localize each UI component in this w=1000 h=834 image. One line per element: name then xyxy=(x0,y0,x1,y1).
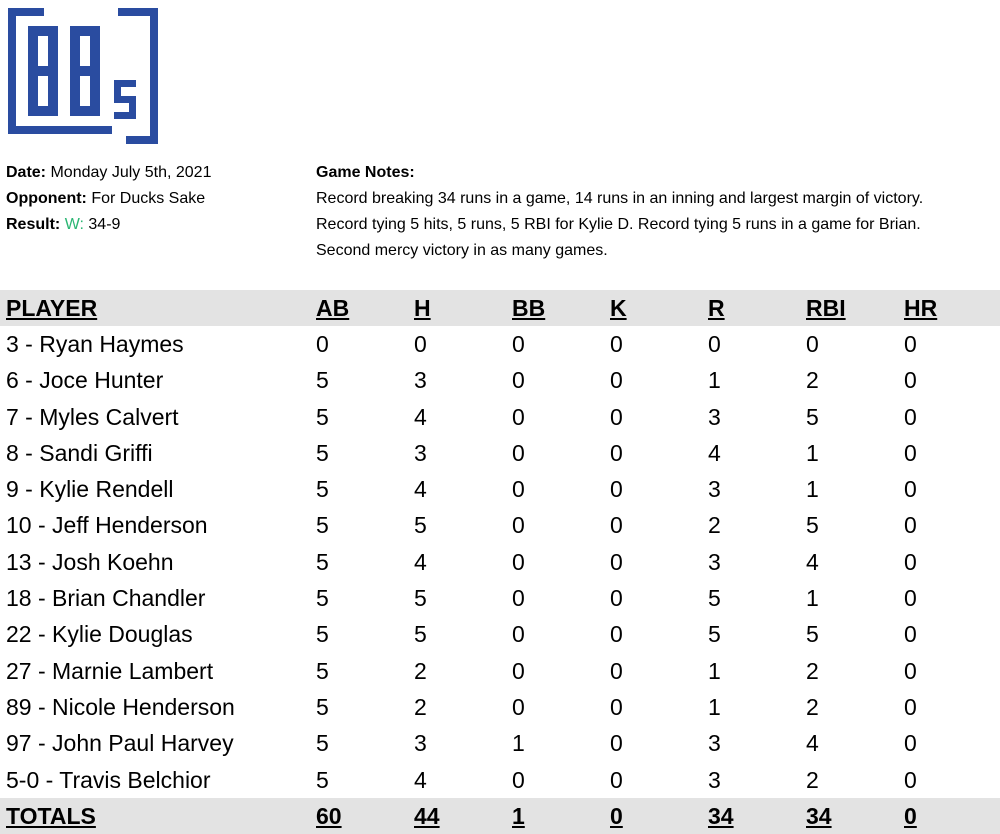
r-cell: 1 xyxy=(708,693,721,720)
hr-cell: 0 xyxy=(904,766,917,793)
ab-cell: 5 xyxy=(316,693,329,720)
ab-cell: 5 xyxy=(316,621,329,648)
header-ab: AB xyxy=(310,290,408,326)
rbi-cell: 4 xyxy=(806,730,819,757)
hr-cell: 0 xyxy=(904,693,917,720)
ab-cell: 5 xyxy=(316,367,329,394)
rbi-cell: 1 xyxy=(806,585,819,612)
bb-cell: 1 xyxy=(512,730,525,757)
rbi-cell: 5 xyxy=(806,621,819,648)
team-logo xyxy=(6,6,161,146)
hr-cell: 0 xyxy=(904,548,917,575)
bb-cell: 0 xyxy=(512,766,525,793)
h-cell: 0 xyxy=(414,330,427,357)
h-cell: 5 xyxy=(414,512,427,539)
game-note-line: Record breaking 34 runs in a game, 14 runs in an inning and largest margin of victory. xyxy=(316,190,924,207)
date-value: Monday July 5th, 2021 xyxy=(50,164,212,181)
rbi-cell: 5 xyxy=(806,512,819,539)
r-cell: 3 xyxy=(708,476,721,503)
player-name: 18 - Brian Chandler xyxy=(6,585,206,612)
rbi-cell: 5 xyxy=(806,403,819,430)
table-row xyxy=(0,617,1000,653)
bb-cell: 0 xyxy=(512,330,525,357)
table-row xyxy=(0,653,1000,689)
rbi-cell: 2 xyxy=(806,693,819,720)
h-cell: 2 xyxy=(414,693,427,720)
table-row xyxy=(0,399,1000,435)
k-cell: 0 xyxy=(610,512,623,539)
game-info xyxy=(6,160,211,238)
opponent-line xyxy=(6,186,211,212)
player-name: 9 - Kylie Rendell xyxy=(6,476,174,503)
bb-cell: 0 xyxy=(512,657,525,684)
table-row xyxy=(0,762,1000,798)
bb-cell: 0 xyxy=(512,367,525,394)
ab-cell: 5 xyxy=(316,403,329,430)
table-row xyxy=(0,580,1000,616)
h-cell: 4 xyxy=(414,476,427,503)
k-cell: 0 xyxy=(610,766,623,793)
hr-cell: 0 xyxy=(904,403,917,430)
hr-cell: 0 xyxy=(904,439,917,466)
h-cell: 3 xyxy=(414,730,427,757)
result-line xyxy=(6,212,211,238)
r-cell: 2 xyxy=(708,512,721,539)
game-note-line: Second mercy victory in as many games. xyxy=(316,242,608,259)
player-name: 97 - John Paul Harvey xyxy=(6,730,234,757)
r-cell: 3 xyxy=(708,548,721,575)
table-row xyxy=(0,508,1000,544)
result-outcome: W: xyxy=(64,216,84,233)
bb-cell: 0 xyxy=(512,512,525,539)
r-cell: 5 xyxy=(708,585,721,612)
totals-row xyxy=(0,798,1000,834)
r-cell: 1 xyxy=(708,657,721,684)
totals-bb: 1 xyxy=(506,798,604,834)
table-row xyxy=(0,726,1000,762)
ab-cell: 5 xyxy=(316,512,329,539)
table-row xyxy=(0,471,1000,507)
h-cell: 2 xyxy=(414,657,427,684)
player-name: 5-0 - Travis Belchior xyxy=(6,766,211,793)
bb-cell: 0 xyxy=(512,476,525,503)
ab-cell: 5 xyxy=(316,439,329,466)
header-player: PLAYER xyxy=(0,290,310,326)
player-name: 13 - Josh Koehn xyxy=(6,548,174,575)
h-cell: 4 xyxy=(414,403,427,430)
hr-cell: 0 xyxy=(904,512,917,539)
table-row xyxy=(0,544,1000,580)
header-bb: BB xyxy=(506,290,604,326)
ab-cell: 5 xyxy=(316,548,329,575)
h-cell: 3 xyxy=(414,367,427,394)
date-line xyxy=(6,160,211,186)
stats-table xyxy=(0,290,1000,834)
hr-cell: 0 xyxy=(904,330,917,357)
hr-cell: 0 xyxy=(904,585,917,612)
player-name: 22 - Kylie Douglas xyxy=(6,621,193,648)
totals-label: TOTALS xyxy=(0,798,310,834)
opponent-label: Opponent: xyxy=(6,190,87,207)
result-label: Result: xyxy=(6,216,61,233)
rbi-cell: 1 xyxy=(806,439,819,466)
bb-cell: 0 xyxy=(512,621,525,648)
ab-cell: 5 xyxy=(316,730,329,757)
game-notes xyxy=(316,160,996,264)
k-cell: 0 xyxy=(610,621,623,648)
rbi-cell: 2 xyxy=(806,367,819,394)
header-r: R xyxy=(702,290,800,326)
header-rbi: RBI xyxy=(800,290,898,326)
h-cell: 5 xyxy=(414,621,427,648)
game-notes-label: Game Notes: xyxy=(316,164,415,181)
opponent-value: For Ducks Sake xyxy=(91,190,206,207)
r-cell: 5 xyxy=(708,621,721,648)
player-name: 6 - Joce Hunter xyxy=(6,367,164,394)
table-row xyxy=(0,326,1000,362)
k-cell: 0 xyxy=(610,439,623,466)
rbi-cell: 0 xyxy=(806,330,819,357)
r-cell: 0 xyxy=(708,330,721,357)
ab-cell: 5 xyxy=(316,766,329,793)
k-cell: 0 xyxy=(610,476,623,503)
k-cell: 0 xyxy=(610,548,623,575)
k-cell: 0 xyxy=(610,657,623,684)
bb-cell: 0 xyxy=(512,693,525,720)
result-score: 34-9 xyxy=(88,216,121,233)
player-name: 10 - Jeff Henderson xyxy=(6,512,208,539)
player-name: 7 - Myles Calvert xyxy=(6,403,179,430)
hr-cell: 0 xyxy=(904,367,917,394)
game-note-line: Record tying 5 hits, 5 runs, 5 RBI for Kylie D. Record tying 5 runs in a game for Brian. xyxy=(316,216,921,233)
ab-cell: 5 xyxy=(316,476,329,503)
header-h: H xyxy=(408,290,506,326)
player-name: 89 - Nicole Henderson xyxy=(6,693,235,720)
header-row xyxy=(0,290,1000,326)
k-cell: 0 xyxy=(610,730,623,757)
h-cell: 4 xyxy=(414,766,427,793)
totals-k: 0 xyxy=(604,798,702,834)
k-cell: 0 xyxy=(610,367,623,394)
totals-rbi: 34 xyxy=(800,798,898,834)
hr-cell: 0 xyxy=(904,476,917,503)
player-name: 3 - Ryan Haymes xyxy=(6,330,184,357)
hr-cell: 0 xyxy=(904,621,917,648)
table-row xyxy=(0,363,1000,399)
date-label: Date: xyxy=(6,164,47,181)
h-cell: 5 xyxy=(414,585,427,612)
k-cell: 0 xyxy=(610,585,623,612)
rbi-cell: 2 xyxy=(806,766,819,793)
r-cell: 3 xyxy=(708,403,721,430)
k-cell: 0 xyxy=(610,330,623,357)
totals-h: 44 xyxy=(408,798,506,834)
player-rows xyxy=(0,326,1000,798)
rbi-cell: 4 xyxy=(806,548,819,575)
k-cell: 0 xyxy=(610,693,623,720)
k-cell: 0 xyxy=(610,403,623,430)
ab-cell: 5 xyxy=(316,585,329,612)
header-k: K xyxy=(604,290,702,326)
ab-cell: 5 xyxy=(316,657,329,684)
table-row xyxy=(0,689,1000,725)
rbi-cell: 2 xyxy=(806,657,819,684)
bb-cell: 0 xyxy=(512,585,525,612)
h-cell: 3 xyxy=(414,439,427,466)
totals-r: 34 xyxy=(702,798,800,834)
table-row xyxy=(0,435,1000,471)
r-cell: 1 xyxy=(708,367,721,394)
h-cell: 4 xyxy=(414,548,427,575)
hr-cell: 0 xyxy=(904,657,917,684)
ab-cell: 0 xyxy=(316,330,329,357)
totals-hr: 0 xyxy=(898,798,1000,834)
player-name: 8 - Sandi Griffi xyxy=(6,439,153,466)
totals-ab: 60 xyxy=(310,798,408,834)
bb-cell: 0 xyxy=(512,548,525,575)
r-cell: 3 xyxy=(708,766,721,793)
rbi-cell: 1 xyxy=(806,476,819,503)
r-cell: 4 xyxy=(708,439,721,466)
header-hr: HR xyxy=(898,290,1000,326)
r-cell: 3 xyxy=(708,730,721,757)
hr-cell: 0 xyxy=(904,730,917,757)
bb-cell: 0 xyxy=(512,403,525,430)
bb-cell: 0 xyxy=(512,439,525,466)
player-name: 27 - Marnie Lambert xyxy=(6,657,214,684)
